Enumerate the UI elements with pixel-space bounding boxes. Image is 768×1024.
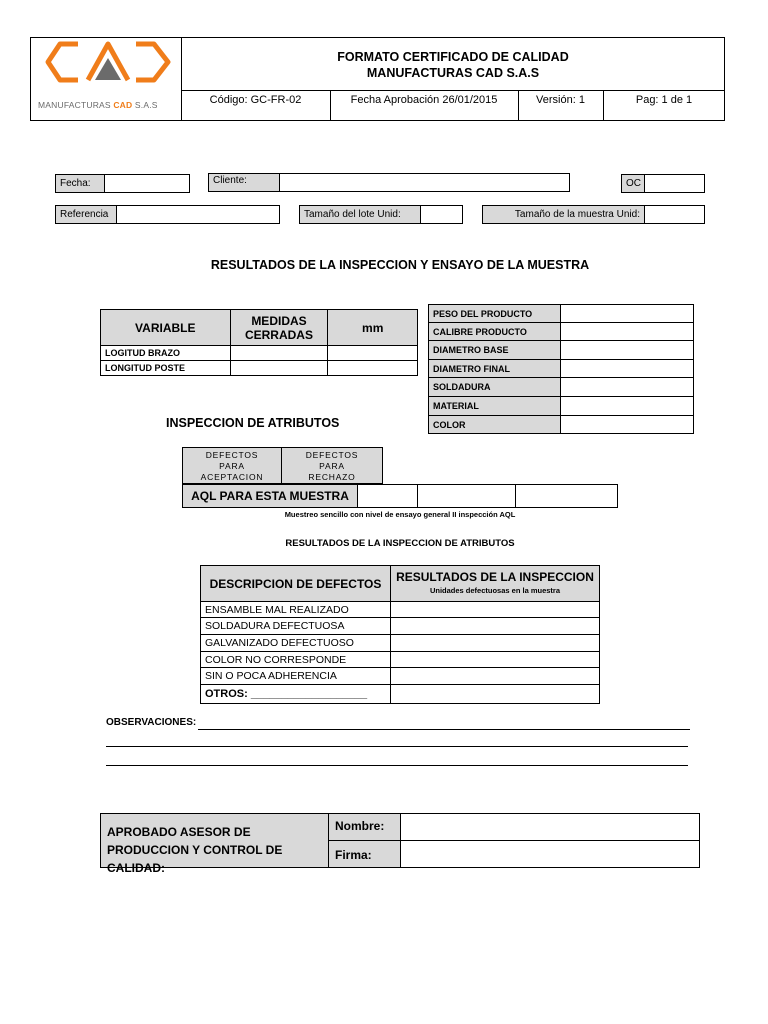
header-divider-h bbox=[181, 90, 725, 91]
oc-label: OC bbox=[621, 174, 645, 193]
property-label: CALIBRE PRODUCTO bbox=[429, 323, 561, 341]
col-mm: mm bbox=[328, 310, 418, 346]
defect-value[interactable] bbox=[391, 668, 600, 685]
measure-cell[interactable] bbox=[328, 346, 418, 361]
nombre-field[interactable] bbox=[400, 813, 700, 841]
measure-cell[interactable] bbox=[230, 346, 328, 361]
defect-value[interactable] bbox=[391, 618, 600, 635]
defect-value[interactable] bbox=[391, 602, 600, 618]
col-medidas: MEDIDAS CERRADAS bbox=[230, 310, 328, 346]
col-resultados-title: RESULTADOS DE LA INSPECCION bbox=[396, 569, 594, 584]
nombre-label: Nombre: bbox=[328, 813, 401, 841]
cliente-label: Cliente: bbox=[208, 173, 280, 192]
measure-cell[interactable] bbox=[328, 361, 418, 376]
tamano-muestra-field[interactable] bbox=[644, 205, 705, 224]
property-value[interactable] bbox=[561, 305, 694, 323]
tamano-muestra-label: Tamaño de la muestra Unid: bbox=[482, 205, 645, 224]
property-value[interactable] bbox=[561, 416, 694, 434]
results-title: RESULTADOS DE LA INSPECCION DE ATRIBUTOS bbox=[285, 538, 515, 549]
doc-version: Versión: 1 bbox=[536, 94, 585, 106]
property-label: COLOR bbox=[429, 416, 561, 434]
doc-title-1: FORMATO CERTIFICADO DE CALIDAD bbox=[337, 50, 569, 64]
defect-value[interactable] bbox=[391, 685, 600, 704]
oc-field[interactable] bbox=[644, 174, 705, 193]
aql-note: Muestreo sencillo con nivel de ensayo general II inspección AQL bbox=[284, 510, 516, 519]
observaciones-line-1[interactable] bbox=[198, 729, 690, 730]
otros-label: OTROS: ___________________ bbox=[201, 685, 391, 704]
property-value[interactable] bbox=[561, 378, 694, 397]
company-logo bbox=[40, 38, 175, 98]
defect-value[interactable] bbox=[391, 635, 600, 652]
defect-value[interactable] bbox=[391, 652, 600, 668]
section-title: RESULTADOS DE LA INSPECCION Y ENSAYO DE LA MUESTRA bbox=[210, 258, 590, 272]
results-table bbox=[200, 565, 600, 704]
property-value[interactable] bbox=[561, 341, 694, 360]
fecha-field[interactable] bbox=[104, 174, 190, 193]
cliente-field[interactable] bbox=[279, 173, 570, 192]
doc-code: Código: GC-FR-02 bbox=[209, 94, 302, 106]
observaciones-line-2[interactable] bbox=[106, 746, 688, 747]
property-value[interactable] bbox=[561, 323, 694, 341]
measure-row-label: LOGITUD BRAZO bbox=[101, 346, 231, 361]
defect-label: ENSAMBLE MAL REALIZADO bbox=[201, 602, 391, 618]
aql-cell[interactable] bbox=[417, 484, 516, 508]
property-value[interactable] bbox=[561, 360, 694, 378]
property-value[interactable] bbox=[561, 397, 694, 416]
defect-label: SIN O POCA ADHERENCIA bbox=[201, 668, 391, 685]
measure-row-label: LONGITUD POSTE bbox=[101, 361, 231, 376]
aql-cell[interactable] bbox=[357, 484, 418, 508]
defect-label: COLOR NO CORRESPONDE bbox=[201, 652, 391, 668]
property-label: SOLDADURA bbox=[429, 378, 561, 397]
tamano-lote-label: Tamaño del lote Unid: bbox=[299, 205, 421, 224]
property-label: MATERIAL bbox=[429, 397, 561, 416]
doc-approval-date: Fecha Aprobación 26/01/2015 bbox=[350, 94, 498, 106]
logo-caption: MANUFACTURAS CAD S.A.S bbox=[38, 100, 158, 110]
defect-label: SOLDADURA DEFECTUOSA bbox=[201, 618, 391, 635]
properties-table bbox=[428, 304, 694, 434]
aql-label: AQL PARA ESTA MUESTRA bbox=[182, 484, 358, 508]
observaciones-line-3[interactable] bbox=[106, 765, 688, 766]
property-label: DIAMETRO BASE bbox=[429, 341, 561, 360]
attributes-title: INSPECCION DE ATRIBUTOS bbox=[166, 416, 340, 430]
firma-label: Firma: bbox=[328, 840, 401, 868]
measures-table bbox=[100, 309, 418, 376]
aql-cell[interactable] bbox=[515, 484, 618, 508]
col-resultados bbox=[391, 566, 600, 602]
approval-label: APROBADO ASESOR DE PRODUCCION Y CONTROL DE CALIDAD: bbox=[100, 813, 329, 868]
fecha-label: Fecha: bbox=[55, 174, 105, 193]
firma-field[interactable] bbox=[400, 840, 700, 868]
referencia-field[interactable] bbox=[116, 205, 280, 224]
doc-title-2: MANUFACTURAS CAD S.A.S bbox=[366, 66, 540, 80]
col-descripcion: DESCRIPCION DE DEFECTOS bbox=[201, 566, 391, 602]
aceptacion-header: DEFECTOS PARA ACEPTACION bbox=[182, 447, 282, 484]
property-label: PESO DEL PRODUCTO bbox=[429, 305, 561, 323]
doc-page: Pag: 1 de 1 bbox=[635, 94, 693, 106]
col-variable: VARIABLE bbox=[101, 310, 231, 346]
measure-cell[interactable] bbox=[230, 361, 328, 376]
property-label: DIAMETRO FINAL bbox=[429, 360, 561, 378]
rechazo-header: DEFECTOS PARA RECHAZO bbox=[281, 447, 383, 484]
observaciones-label: OBSERVACIONES: bbox=[106, 717, 197, 728]
tamano-lote-field[interactable] bbox=[420, 205, 463, 224]
referencia-label: Referencia bbox=[55, 205, 117, 224]
col-resultados-sub: Unidades defectuosas en la muestra bbox=[429, 585, 561, 595]
defect-label: GALVANIZADO DEFECTUOSO bbox=[201, 635, 391, 652]
